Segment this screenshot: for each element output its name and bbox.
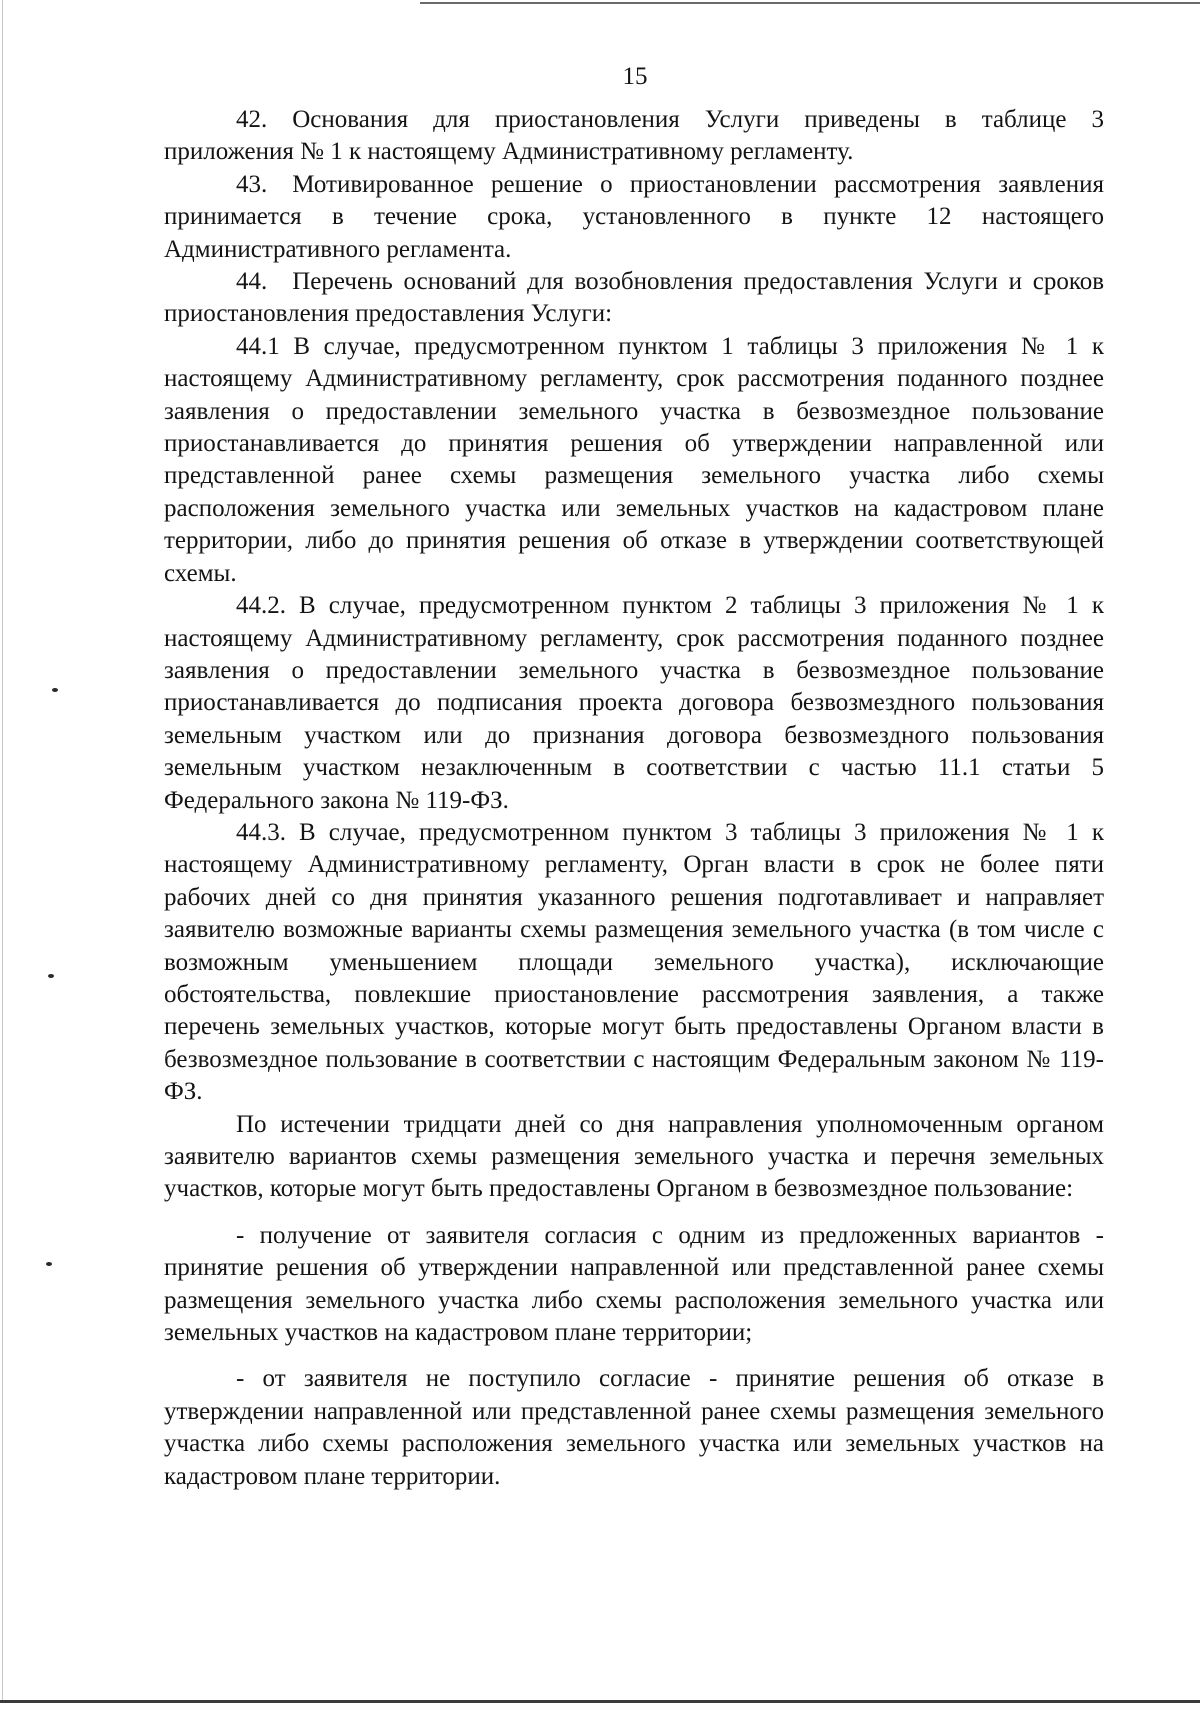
scan-speck (46, 1262, 52, 1266)
list-item-no-consent: - от заявителя не поступило согласие - принятие решения об отказе в утверждении направленной или представленной ранее схемы размещения земельного участка либо схемы расположения земельного участка или земельных участков на кадастровом плане территории. (164, 1365, 1104, 1490)
paragraph-43: 43. Мотивированное решение о приостановлении рассмотрения заявления принимается в течение срока, установленного в пункте 12 настоящего Административного регламента. (164, 170, 1104, 263)
page-number: 15 (622, 63, 648, 90)
paragraph-44-2: 44.2. В случае, предусмотренном пунктом 2 таблицы 3 приложения № 1 к настоящему Административному регламенту, срок рассмотрения поданного позднее заявления о предоставлении земельного участка в безвозмездное пользование приостанавливается до подписания проекта договора безвозмездного пользования земельным участком или до признания договора безвозмездного пользования земельным участком незаключенным в соответствии с частью 11.1 статьи 5 Федерального закона № 119-ФЗ. (164, 592, 1104, 814)
list-item-consent-received: - получение от заявителя согласия с одним из предложенных вариантов - принятие решения об утверждении направленной или представленной ранее схемы размещения земельного участка либо схемы расположения земельного участка или земельных участков на кадастровом плане территории; (164, 1221, 1104, 1347)
scan-edge-left (2, 0, 3, 1700)
document-body (164, 104, 1104, 1493)
scan-speck (52, 688, 58, 692)
paragraph-after-30-days: По истечении тридцати дней со дня направления уполномоченным органом заявителю вариантов схемы размещения земельного участка и перечня земельных участков, которые могут быть предоставлены Органом в безвозмездное пользование: (164, 1110, 1104, 1203)
scan-speck (48, 974, 54, 978)
paragraph-42: 42. Основания для приостановления Услуги приведены в таблице 3 приложения № 1 к настоящему Административному регламенту. (164, 106, 1104, 166)
paragraph-44: 44. Перечень оснований для возобновления предоставления Услуги и сроков приостановления предоставления Услуги: (164, 268, 1104, 328)
paragraph-44-3: 44.3. В случае, предусмотренном пунктом 3 таблицы 3 приложения № 1 к настоящему Административному регламенту, Орган власти в срок не более пяти рабочих дней со дня принятия указанного решения подготавливает и направляет заявителю возможные варианты схемы размещения земельного участка (в том числе с возможным уменьшением площади земельного участка), исключающие обстоятельства, повлекшие приостановление рассмотрения заявления, а также перечень земельных участков, которые могут быть предоставлены Органом власти в безвозмездное пользование в соответствии с настоящим Федеральным законом № 119-ФЗ. (164, 818, 1104, 1106)
paragraph-44-1: 44.1 В случае, предусмотренном пунктом 1 таблицы 3 приложения № 1 к настоящему Административному регламенту, срок рассмотрения поданного позднее заявления о предоставлении земельного участка в безвозмездное пользование приостанавливается до принятия решения об утверждении направленной или представленной ранее схемы размещения земельного участка либо схемы расположения земельного участка или земельных участков на кадастровом плане территории, либо до принятия решения об отказе в утверждении соответствующей схемы. (164, 332, 1104, 587)
scan-edge-bottom (0, 1700, 1200, 1703)
scan-edge-top (420, 2, 1200, 4)
